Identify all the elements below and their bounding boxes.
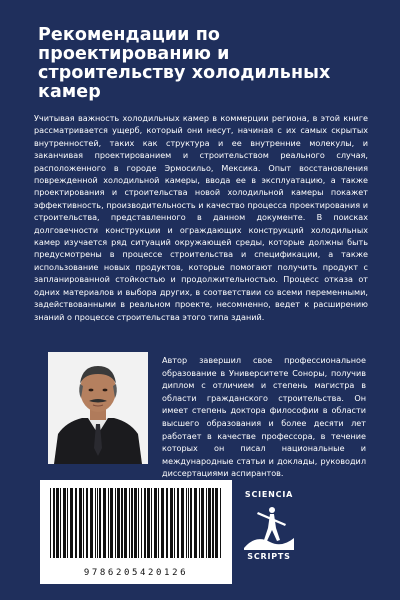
- barcode-bar: [97, 488, 98, 558]
- author-bio: Автор завершил свое профессиональное образование в Университете Соноры, получив диплом с отличием и степень магистра в области гражданского строительства. Он имеет степень доктора философии в области высшего образования и более десяти лет работает в качестве профессора, в течение которых он писал национальные и международные статьи и доклады, руководил диссертациями аспирантов.: [162, 355, 366, 479]
- barcode-bar: [177, 488, 179, 558]
- book-title: Рекомендации по проектированию и строительству холодильных камер: [38, 25, 331, 102]
- barcode-bar: [115, 488, 116, 558]
- barcode-bar: [131, 488, 133, 558]
- barcode-bar: [117, 488, 120, 558]
- barcode-bar: [194, 488, 197, 558]
- barcode-bar: [70, 488, 73, 558]
- barcode-bar: [206, 488, 207, 558]
- barcode-bar: [201, 488, 204, 558]
- barcode-bar: [90, 488, 93, 558]
- barcode-bar: [151, 488, 152, 558]
- publisher-name-bottom: SCRIPTS: [247, 552, 291, 561]
- isbn-number: 9786205420126: [83, 568, 189, 578]
- barcode-bar: [186, 488, 187, 558]
- barcode-bar: [50, 488, 51, 558]
- barcode-bar: [190, 488, 192, 558]
- barcode-bar: [110, 488, 113, 558]
- barcode-bar: [129, 488, 130, 558]
- barcode-bar: [138, 488, 139, 558]
- barcode-bar: [166, 488, 168, 558]
- barcode-bar: [103, 488, 106, 558]
- isbn-barcode: [40, 480, 232, 584]
- barcode-bar: [67, 488, 68, 558]
- publisher-logo: [232, 486, 306, 572]
- barcode-bar: [53, 488, 55, 558]
- author-section: [34, 352, 368, 479]
- barcode-bar: [108, 488, 109, 558]
- barcode-bar: [215, 488, 218, 558]
- barcode-bar: [188, 488, 189, 558]
- barcode-bar: [83, 488, 84, 558]
- barcode-bar: [220, 488, 221, 558]
- barcode-bar: [170, 488, 173, 558]
- barcode-bar: [95, 488, 96, 558]
- barcode-bar: [99, 488, 101, 558]
- barcode-bar: [161, 488, 164, 558]
- author-photo: [48, 352, 148, 464]
- book-description: Учитывая важность холодильных камер в коммерции региона, в этой книге рассматривается ущерб, который они несут, начиная с их самых скрытых внутренностей, таких как структура и ее внутренние молекулы, и заканчивая проектированием и строительством реального случая, расположенного в городе Эрмосильо, Мексика. Опыт восстановления поврежденной холодильной камеры, ввода ее в эксплуатацию, а также проектирования и строительства новой холодильной камеры покажет эффективность, производительность и качество процесса проектирования и строительства, представленного в данном документе. В поисках долговечности конструкции и ограждающих конструкций холодильных камер изучается ряд ситуаций окружающей среды, которые должны быть предусмотрены в процессе строительства и спецификации, а также использование новых продуктов, которые помогают получить продукт с запланированной стойкостью и продолжительностью. Процесс отказа от одних материалов и выбора других, в соответствии со всеми переменными, задействованными в реальном проекте, несомненно, ведет к расширению знаний о процессе строительства этого типа зданий.: [34, 113, 368, 322]
- barcode-bar: [181, 488, 184, 558]
- barcode-bar: [60, 488, 61, 558]
- barcode-bar: [174, 488, 175, 558]
- barcode-bar: [199, 488, 200, 558]
- barcode-bar: [154, 488, 157, 558]
- barcode-bar: [208, 488, 211, 558]
- barcode-bars: [40, 480, 232, 568]
- barcode-bar: [147, 488, 150, 558]
- barcode-bar: [141, 488, 142, 558]
- barcode-bar: [121, 488, 123, 558]
- barcode-bar: [144, 488, 146, 558]
- publisher-name-top: SCIENCIA: [244, 490, 294, 499]
- barcode-bar: [79, 488, 82, 558]
- barcode-bar: [124, 488, 127, 558]
- barcode-bar: [212, 488, 214, 558]
- barcode-bar: [63, 488, 66, 558]
- barcode-bar: [134, 488, 137, 558]
- barcode-bar: [86, 488, 88, 558]
- barcode-bar: [75, 488, 77, 558]
- barcode-bar: [56, 488, 59, 558]
- barcode-bar: [158, 488, 159, 558]
